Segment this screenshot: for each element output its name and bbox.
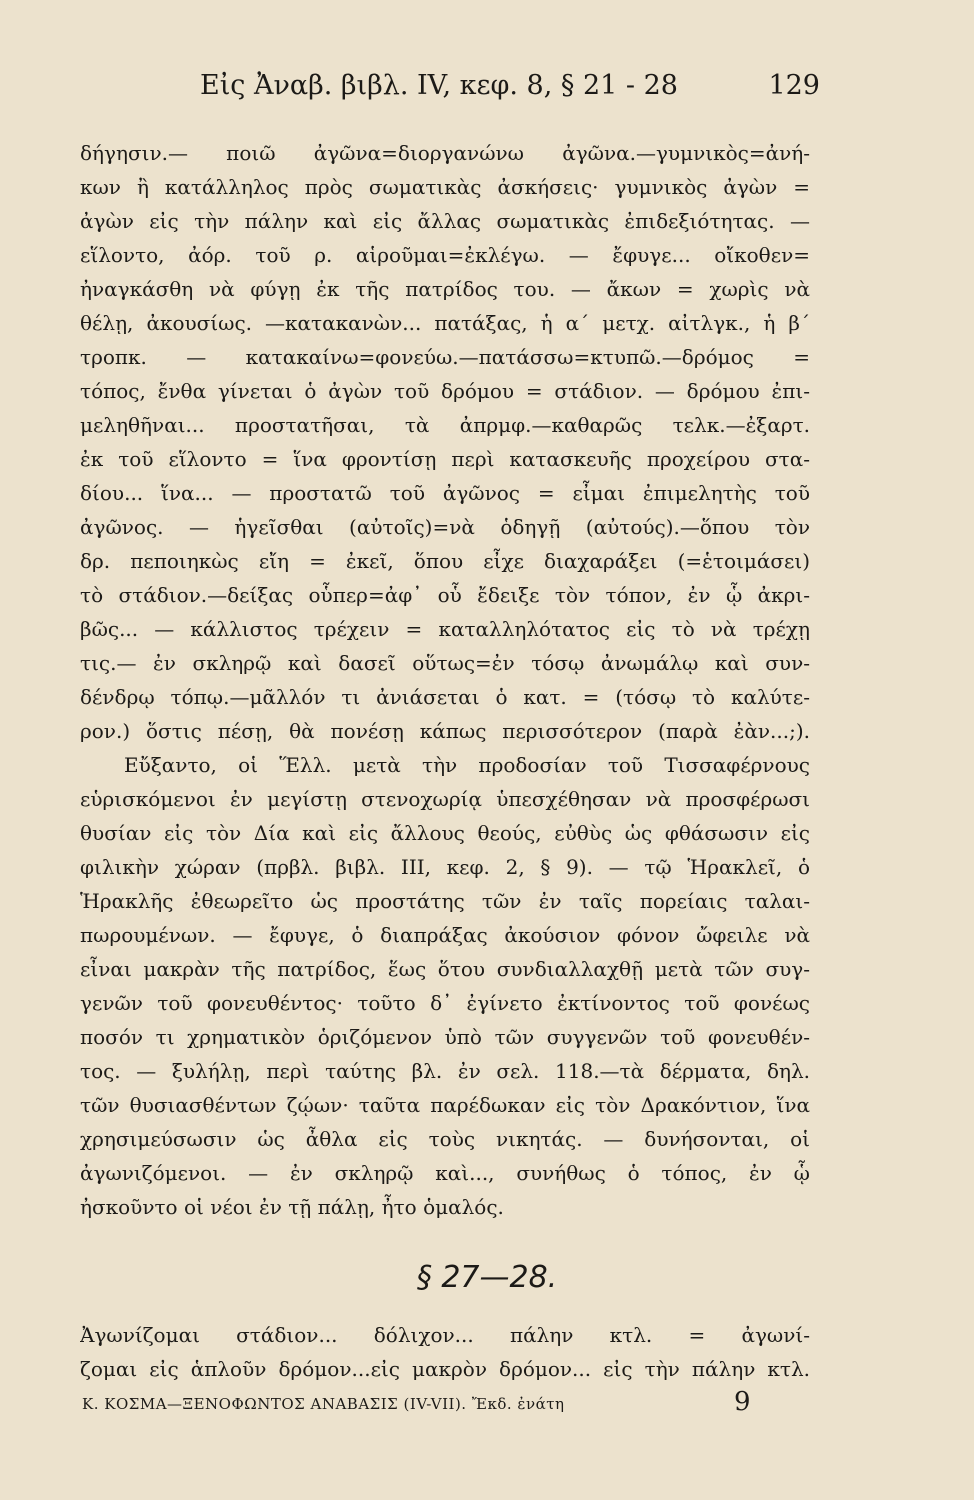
signature-mark: 9: [734, 1387, 752, 1417]
text-line: τις.— ἐν σκληρῷ καὶ δασεῖ οὕτως=ἐν τόσῳ ἀνωμάλῳ καὶ συν-: [80, 651, 810, 675]
page-number: 129: [768, 70, 820, 101]
text-line: μεληθῆναι... προστατῆσαι, τὰ ἀπρμφ.—καθαρῶς τελκ.—ἐξαρτ.: [80, 413, 810, 437]
footer: [82, 1387, 782, 1417]
text-line: ἠσκοῦντο οἱ νέοι ἐν τῇ πάλῃ, ἦτο ὁμαλός.: [80, 1195, 504, 1219]
text-line: βῶς... — κάλλιστος τρέχειν = καταλληλότατος εἰς τὸ νὰ τρέχῃ: [80, 617, 810, 641]
text-line: εὑρισκόμενοι ἐν μεγίστῃ στενοχωρίᾳ ὑπεσχέθησαν νὰ προσφέρωσι: [80, 787, 810, 811]
text-line: εἵλοντο, ἀόρ. τοῦ ρ. αἱροῦμαι=ἐκλέγω. — ἔφυγε... οἴκοθεν=: [80, 243, 810, 267]
text-line: ἀγῶνος. — ἡγεῖσθαι (αὐτοῖς)=νὰ ὁδηγῇ (αὐτούς).—ὅπου τὸν: [80, 515, 810, 539]
text-line: τῶν θυσιασθέντων ζῴων· ταῦτα παρέδωκαν εἰς τὸν Δρακόντιον, ἵνα: [80, 1093, 810, 1117]
text-line: θυσίαν εἰς τὸν Δία καὶ εἰς ἄλλους θεούς, εὐθὺς ὡς φθάσωσιν εἰς: [80, 821, 810, 845]
text-line: τόπος, ἔνθα γίνεται ὁ ἀγὼν τοῦ δρόμου = στάδιον. — δρόμου ἐπι-: [80, 379, 810, 403]
text-line: ἠναγκάσθη νὰ φύγῃ ἐκ τῆς πατρίδος του. — ἄκων = χωρὶς νὰ: [80, 277, 810, 301]
text-line: κων ἢ κατάλληλος πρὸς σωματικὰς ἀσκήσεις· γυμνικὸς ἀγὼν =: [80, 175, 810, 199]
text-line: ἐκ τοῦ εἵλοντο = ἵνα φροντίσῃ περὶ κατασκευῆς προχείρου στα-: [80, 447, 810, 471]
text-line: Ἡρακλῆς ἐθεωρεῖτο ὡς προστάτης τῶν ἐν ταῖς πορείαις ταλαι-: [80, 889, 810, 913]
text-line: τροπκ. — κατακαίνω=φονεύω.—πατάσσω=κτυπῶ.—δρόμος =: [80, 345, 810, 369]
text-line: ἀγωνιζόμενοι. — ἐν σκληρῷ καὶ..., συνήθως ὁ τόπος, ἐν ᾧ: [80, 1161, 810, 1185]
text-line: δρ. πεποιηκὼς εἴη = ἐκεῖ, ὅπου εἶχε διαχαράξει (=ἑτοιμάσει): [80, 549, 810, 573]
text-line: πωρουμένων. — ἔφυγε, ὁ διαπράξας ἀκούσιον φόνον ὤφειλε νὰ: [80, 923, 810, 947]
text-line: Εὔξαντο, οἱ Ἕλλ. μετὰ τὴν προδοσίαν τοῦ Τισσαφέρνους: [124, 753, 810, 777]
text-line: τὸ στάδιον.—δείξας οὗπερ=ἀφ᾽ οὗ ἔδειξε τὸν τόπον, ἐν ᾧ ἀκρι-: [80, 583, 810, 607]
section-heading: § 27—28.: [416, 1260, 558, 1295]
text-line: φιλικὴν χώραν (πρβλ. βιβλ. III, κεφ. 2, § 9). — τῷ Ἡρακλεῖ, ὁ: [80, 855, 810, 879]
text-line: εἶναι μακρὰν τῆς πατρίδος, ἕως ὅτου συνδιαλλαχθῇ μετὰ τῶν συγ-: [80, 957, 810, 981]
text-line: γενῶν τοῦ φονευθέντος· τοῦτο δ᾽ ἐγίνετο ἐκτίνοντος τοῦ φονέως: [80, 991, 810, 1015]
footer-text: Κ. ΚΟΣΜΑ—ΞΕΝΟΦΩΝΤΟΣ ΑΝΑΒΑΣΙΣ (IV-VII). Ἔκδ. ἐνάτη: [82, 1395, 565, 1413]
text-line: ζομαι εἰς ἁπλοῦν δρόμον...εἰς μακρὸν δρόμον... εἰς τὴν πάλην κτλ.: [80, 1357, 810, 1381]
text-line: τος. — ξυλήλῃ, περὶ ταύτης βλ. ἐν σελ. 118.—τὰ δέρματα, δηλ.: [80, 1059, 810, 1083]
running-title: Εἰς Ἀναβ. βιβλ. IV, κεφ. 8, § 21 - 28: [200, 70, 678, 101]
text-line: Ἀγωνίζομαι στάδιον... δόλιχον... πάλην κτλ. = ἀγωνί-: [80, 1323, 810, 1347]
text-line: δήγησιν.— ποιῶ ἀγῶνα=διοργανώνω ἀγῶνα.—γυμνικὸς=ἀνή-: [80, 141, 810, 165]
text-line: ποσόν τι χρηματικὸν ὁριζόμενον ὑπὸ τῶν συγγενῶν τοῦ φονευθέν-: [80, 1025, 810, 1049]
text-line: δίου... ἵνα... — προστατῶ τοῦ ἀγῶνος = εἶμαι ἐπιμελητὴς τοῦ: [80, 481, 810, 505]
text-line: δένδρῳ τόπῳ.—μᾶλλόν τι ἀνιάσεται ὁ κατ. = (τόσῳ τὸ καλύτε-: [80, 685, 810, 709]
text-line: ἀγὼν εἰς τὴν πάλην καὶ εἰς ἄλλας σωματικὰς ἐπιδεξιότητας. —: [80, 209, 810, 233]
text-line: ρον.) ὅστις πέσῃ, θὰ πονέσῃ κάπως περισσότερον (παρὰ ἐὰν...;).: [80, 719, 810, 743]
text-line: θέλῃ, ἀκουσίως. —κατακανὼν... πατάξας, ἡ α΄ μετχ. αἰτλγκ., ἡ β΄: [80, 311, 810, 335]
text-line: χρησιμεύσωσιν ὡς ἆθλα εἰς τοὺς νικητάς. — δυνήσονται, οἱ: [80, 1127, 810, 1151]
